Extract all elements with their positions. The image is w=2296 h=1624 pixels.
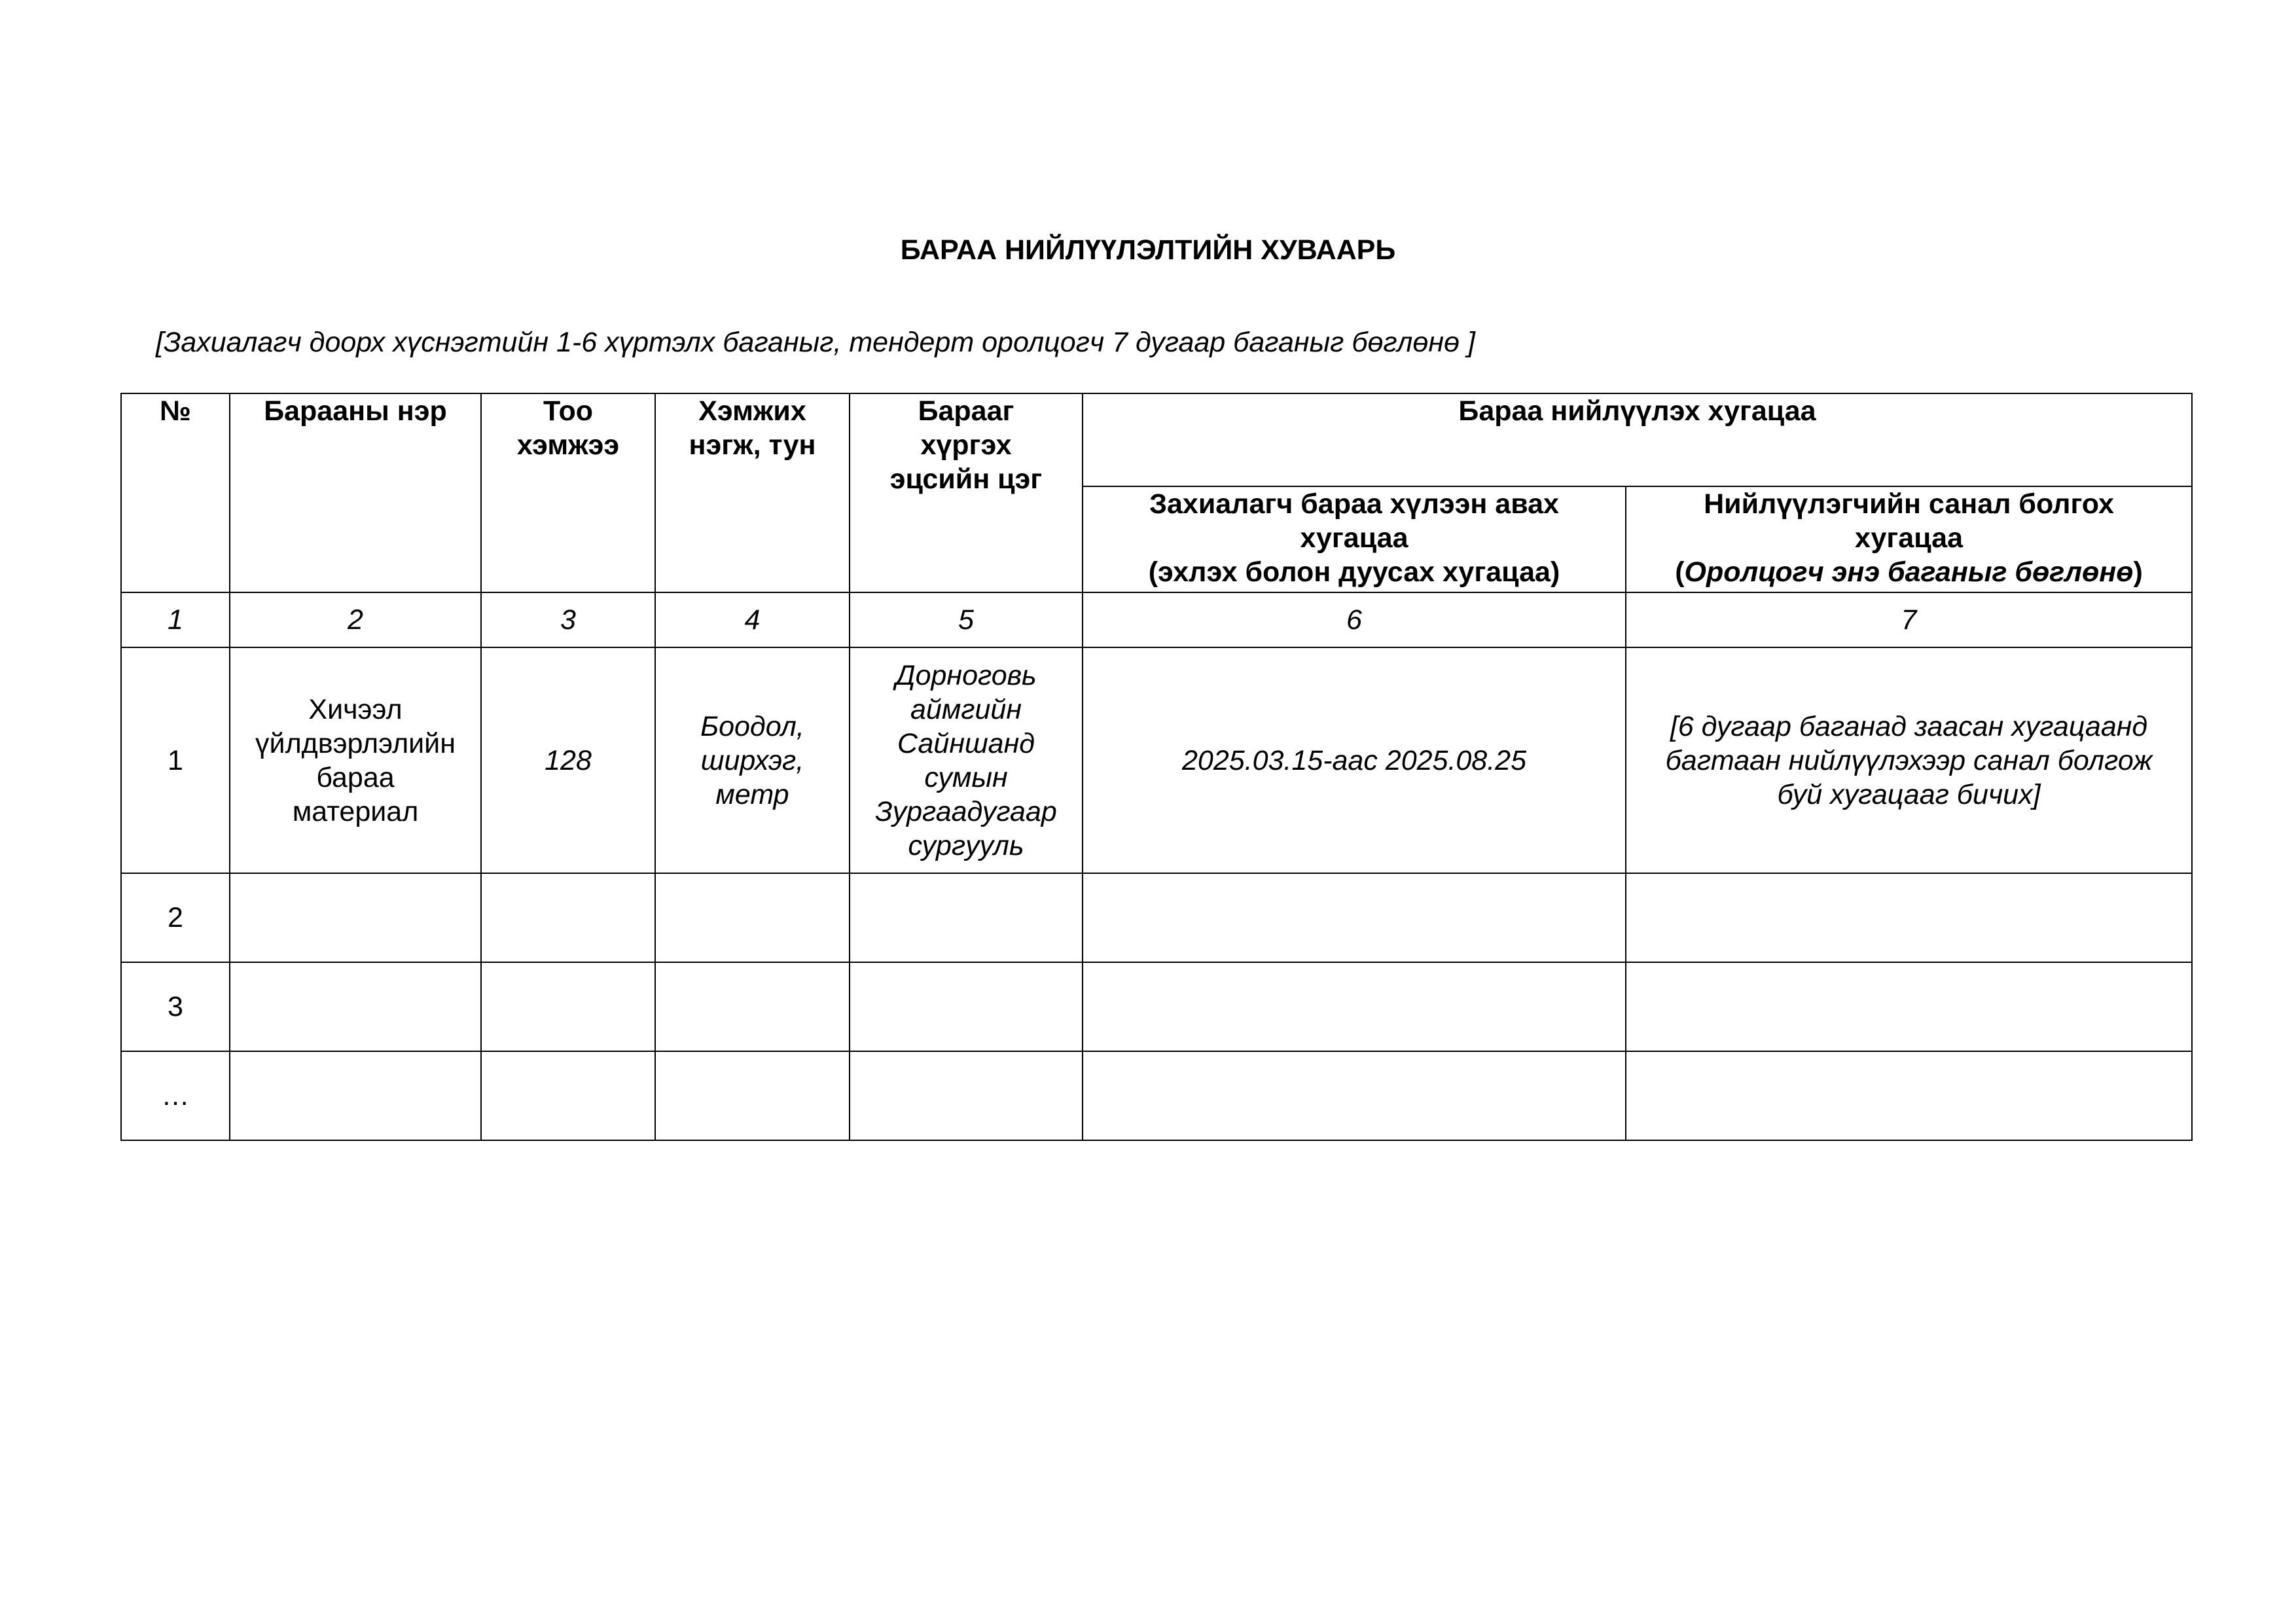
- empty-cell[interactable]: [850, 962, 1083, 1051]
- header-destination-line2: хүргэх: [920, 429, 1012, 461]
- column-number: 6: [1083, 592, 1626, 647]
- destination-line: сумын: [924, 761, 1008, 793]
- destination-line: Сайншанд: [897, 727, 1035, 759]
- row-number: 3: [121, 962, 230, 1051]
- header-supplier-period: [1626, 486, 2192, 592]
- header-no: [121, 393, 230, 592]
- header-delivery-period: [1083, 393, 2192, 486]
- item-name-cell: [230, 647, 481, 873]
- empty-cell[interactable]: [1083, 962, 1626, 1051]
- paren-open: (: [1675, 556, 1685, 588]
- unit-line: метр: [715, 778, 789, 810]
- table-row: [121, 1051, 2192, 1140]
- header-supplier-period-line3: [1630, 555, 2187, 589]
- header-destination-line3: эцсийн цэг: [889, 463, 1043, 495]
- document-title: БАРАА НИЙЛҮҮЛЭЛТИЙН ХУВААРЬ: [900, 234, 1396, 266]
- empty-cell[interactable]: [1626, 962, 2192, 1051]
- header-destination: [850, 393, 1083, 592]
- header-unit-line1: Хэмжих: [698, 395, 806, 427]
- empty-cell[interactable]: [1083, 873, 1626, 962]
- column-number: 7: [1626, 592, 2192, 647]
- unit-line: Боодол,: [700, 710, 804, 742]
- header-name: [230, 393, 481, 592]
- header-name-label: Барааны нэр: [264, 395, 447, 427]
- header-customer-period-line1: Захиалагч бараа хүлээн авах: [1149, 488, 1559, 520]
- empty-cell[interactable]: [230, 962, 481, 1051]
- header-customer-period-line3: (эхлэх болон дуусах хугацаа): [1148, 556, 1560, 588]
- empty-cell[interactable]: [655, 873, 850, 962]
- empty-cell[interactable]: [655, 962, 850, 1051]
- header-customer-period: [1083, 486, 1626, 592]
- header-destination-line1: Барааг: [918, 395, 1014, 427]
- delivery-schedule-table: [120, 393, 2193, 1141]
- supplier-period-line: [6 дугаар баганад заасан хугацаанд: [1670, 710, 2148, 742]
- unit-cell: [655, 647, 850, 873]
- header-quantity-line1: Тоо: [543, 395, 594, 427]
- destination-cell: [850, 647, 1083, 873]
- row-number: 2: [121, 873, 230, 962]
- quantity-cell: 128: [481, 647, 655, 873]
- supplier-period-line: буй хугацааг бичих]: [1777, 778, 2041, 810]
- header-row: [121, 393, 2192, 486]
- column-number: 4: [655, 592, 850, 647]
- column-number: 3: [481, 592, 655, 647]
- header-no-label: №: [160, 395, 191, 427]
- header-quantity: [481, 393, 655, 592]
- header-supplier-period-line2: хугацаа: [1855, 522, 1963, 554]
- empty-cell[interactable]: [850, 1051, 1083, 1140]
- empty-cell[interactable]: [1083, 1051, 1626, 1140]
- item-name-line: материал: [292, 795, 419, 827]
- header-delivery-period-label: Бараа нийлүүлэх хугацаа: [1458, 395, 1816, 427]
- empty-cell[interactable]: [1626, 873, 2192, 962]
- column-number: 5: [850, 592, 1083, 647]
- empty-cell[interactable]: [481, 873, 655, 962]
- column-number: 2: [230, 592, 481, 647]
- header-quantity-line2: хэмжээ: [516, 429, 620, 461]
- header-supplier-period-note: Оролцогч энэ баганыг бөглөнө: [1684, 556, 2134, 588]
- header-unit-line2: нэгж, тун: [689, 429, 816, 461]
- empty-cell[interactable]: [481, 962, 655, 1051]
- item-name-line: Хичээл: [308, 693, 403, 725]
- destination-line: сургууль: [908, 829, 1024, 861]
- paren-close: ): [2133, 556, 2143, 588]
- row-number: …: [121, 1051, 230, 1140]
- header-customer-period-line2: хугацаа: [1300, 522, 1408, 554]
- instruction-note: [Захиалагч доорх хүснэгтийн 1-6 хүртэлх баганыг, тендерт оролцогч 7 дугаар баганыг бөглөнө ]: [156, 327, 1475, 358]
- item-name-line: үйлдвэрлэлийн: [255, 727, 456, 759]
- empty-cell[interactable]: [230, 873, 481, 962]
- table-row: [121, 873, 2192, 962]
- destination-line: Зургаадугаар: [875, 795, 1057, 827]
- column-number-row: [121, 592, 2192, 647]
- table-row: [121, 647, 2192, 873]
- empty-cell[interactable]: [230, 1051, 481, 1140]
- table-row: [121, 962, 2192, 1051]
- row-number: 1: [121, 647, 230, 873]
- empty-cell[interactable]: [850, 873, 1083, 962]
- header-unit: [655, 393, 850, 592]
- supplier-period-line: багтаан нийлүүлэхээр санал болгож: [1665, 744, 2153, 776]
- destination-line: Дорноговь: [895, 659, 1037, 691]
- destination-line: аймгийн: [910, 693, 1022, 725]
- unit-line: ширхэг,: [700, 744, 804, 776]
- header-supplier-period-line1: Нийлүүлэгчийн санал болгох: [1704, 488, 2114, 520]
- customer-period-cell: 2025.03.15-аас 2025.08.25: [1083, 647, 1626, 873]
- empty-cell[interactable]: [481, 1051, 655, 1140]
- column-number: 1: [121, 592, 230, 647]
- empty-cell[interactable]: [1626, 1051, 2192, 1140]
- supplier-period-cell: [1626, 647, 2192, 873]
- item-name-line: бараа: [316, 761, 395, 793]
- empty-cell[interactable]: [655, 1051, 850, 1140]
